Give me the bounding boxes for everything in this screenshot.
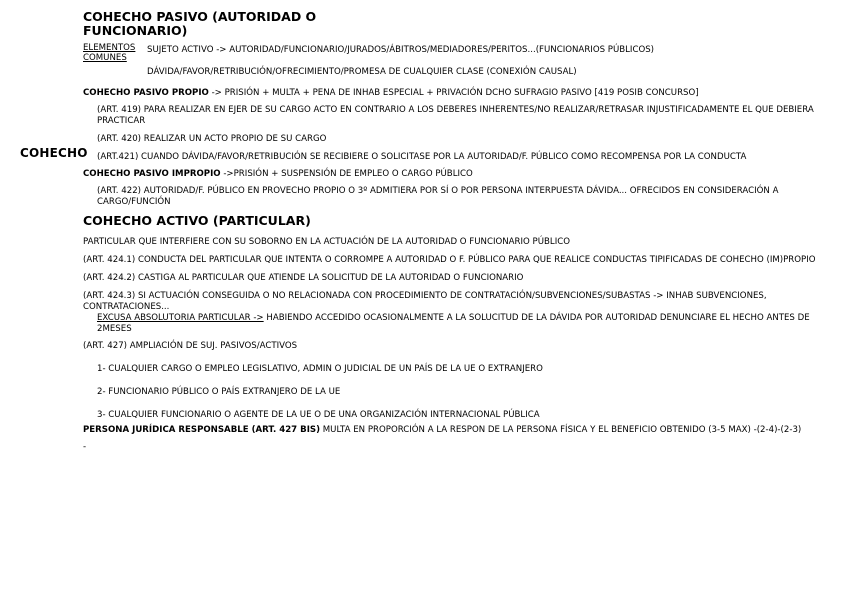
- art-421-item: (ART.421) CUANDO DÁVIDA/FAVOR/RETRIBUCIÓN SE RECIBIERE O SOLICITASE POR LA AUTORIDAD/F. PÚBLICO COMO RECOMPENSA POR LA CONDUCTA: [97, 152, 747, 162]
- art-422-item: (ART. 422) AUTORIDAD/F. PÚBLICO EN PROVECHO PROPIO O 3º ADMITIERA POR SÍ O POR PERSONA INTERPUESTA DÁVIDA... OFRECIDOS EN CONSIDERACIÓN A CARGO/FUNCIÓN: [97, 186, 779, 207]
- excusa-absolutoria-text: HABIENDO ACCEDIDO OCASIONALMENTE A LA SOLUCITUD DE LA DÁVIDA POR AUTORIDAD DENUNCIARE EL HECHO ANTES DE 2MESES: [97, 313, 810, 334]
- excusa-absolutoria-label: EXCUSA ABSOLUTORIA PARTICULAR ->: [97, 313, 264, 323]
- activo-intro: PARTICULAR QUE INTERFIERE CON SU SOBORNO EN LA ACTUACIÓN DE LA AUTORIDAD O FUNCIONARIO PÚBLICO: [83, 237, 571, 247]
- elemento-davida: DÁVIDA/FAVOR/RETRIBUCIÓN/OFRECIMIENTO/PROMESA DE CUALQUIER CLASE (CONEXIÓN CAUSAL): [147, 67, 577, 77]
- persona-juridica-text: MULTA EN PROPORCIÓN A LA RESPON DE LA PERSONA FÍSICA Y EL BENEFICIO OBTENIDO (3-5 MAX) -(2-4)-(2-3): [320, 425, 802, 435]
- art-427-sub-1: 1- CUALQUIER CARGO O EMPLEO LEGISLATIVO, ADMIN O JUDICIAL DE UN PAÍS DE LA UE O EXTRANJERO: [97, 364, 543, 374]
- art-420-item: (ART. 420) REALIZAR UN ACTO PROPIO DE SU CARGO: [97, 134, 327, 144]
- art-424-3-item: (ART. 424.3) SI ACTUACIÓN CONSEGUIDA O NO RELACIONADA CON PROCEDIMIENTO DE CONTRATACIÓN/SUBVENCIONES/SUBASTAS -> INHAB SUBVENCIONES, CONTRATACIONES...: [83, 291, 767, 312]
- cohecho-pasivo-impropio-penalty: ->PRISIÓN + SUSPENSIÓN DE EMPLEO O CARGO PÚBLICO: [220, 169, 473, 179]
- cohecho-pasivo-propio-line: [83, 88, 833, 99]
- elementos-comunes-label: ELEMENTOS COMUNES: [83, 43, 136, 63]
- heading-cohecho-pasivo: COHECHO PASIVO (AUTORIDAD O FUNCIONARIO): [83, 9, 317, 38]
- elementos-comunes-block: [83, 43, 833, 78]
- cohecho-pasivo-impropio-label: COHECHO PASIVO IMPROPIO: [83, 169, 221, 179]
- persona-juridica-line: [83, 425, 833, 436]
- art-424-1-item: (ART. 424.1) CONDUCTA DEL PARTICULAR QUE INTENTA O CORROMPE A AUTORIDAD O F. PÚBLICO PARA QUE REALICE CONDUCTAS TIPIFICADAS DE COHECHO (IM)PROPIO: [83, 255, 816, 265]
- heading-cohecho-activo: COHECHO ACTIVO (PARTICULAR): [83, 213, 311, 228]
- document-body: [83, 10, 833, 453]
- persona-juridica-label: PERSONA JURÍDICA RESPONSABLE (ART. 427 BIS): [83, 425, 321, 435]
- excusa-absolutoria-line: [97, 313, 833, 335]
- cohecho-pasivo-propio-label: COHECHO PASIVO PROPIO: [83, 88, 209, 98]
- trailing-dash: -: [83, 442, 87, 452]
- art-427-sub-3: 3- CUALQUIER FUNCIONARIO O AGENTE DE LA UE O DE UNA ORGANIZACIÓN INTERNACIONAL PÚBLICA: [97, 410, 540, 420]
- cohecho-pasivo-propio-penalty: -> PRISIÓN + MULTA + PENA DE INHAB ESPECIAL + PRIVACIÓN DCHO SUFRAGIO PASIVO [419 POSIB CONCURSO]: [208, 88, 699, 98]
- art-424-2-item: (ART. 424.2) CASTIGA AL PARTICULAR QUE ATIENDE LA SOLICITUD DE LA AUTORIDAD O FUNCIONARIO: [83, 273, 524, 283]
- art-427-sub-2: 2- FUNCIONARIO PÚBLICO O PAÍS EXTRANJERO DE LA UE: [97, 387, 341, 397]
- elemento-sujeto-activo: SUJETO ACTIVO -> AUTORIDAD/FUNCIONARIO/JURADOS/ÁBITROS/MEDIADORES/PERITOS...(FUNCIONARIOS PÚBLICOS): [147, 45, 655, 55]
- art-419-item: (ART. 419) PARA REALIZAR EN EJER DE SU CARGO ACTO EN CONTRARIO A LOS DEBERES INHERENTES/NO REALIZAR/RETRASAR INJUSTIFICADAMENTE EL QUE DEBIERA PRACTICAR: [97, 105, 814, 126]
- side-title-cohecho: COHECHO: [20, 146, 88, 160]
- art-427-item: (ART. 427) AMPLIACIÓN DE SUJ. PASIVOS/ACTIVOS: [83, 341, 298, 351]
- cohecho-pasivo-impropio-line: [83, 169, 833, 180]
